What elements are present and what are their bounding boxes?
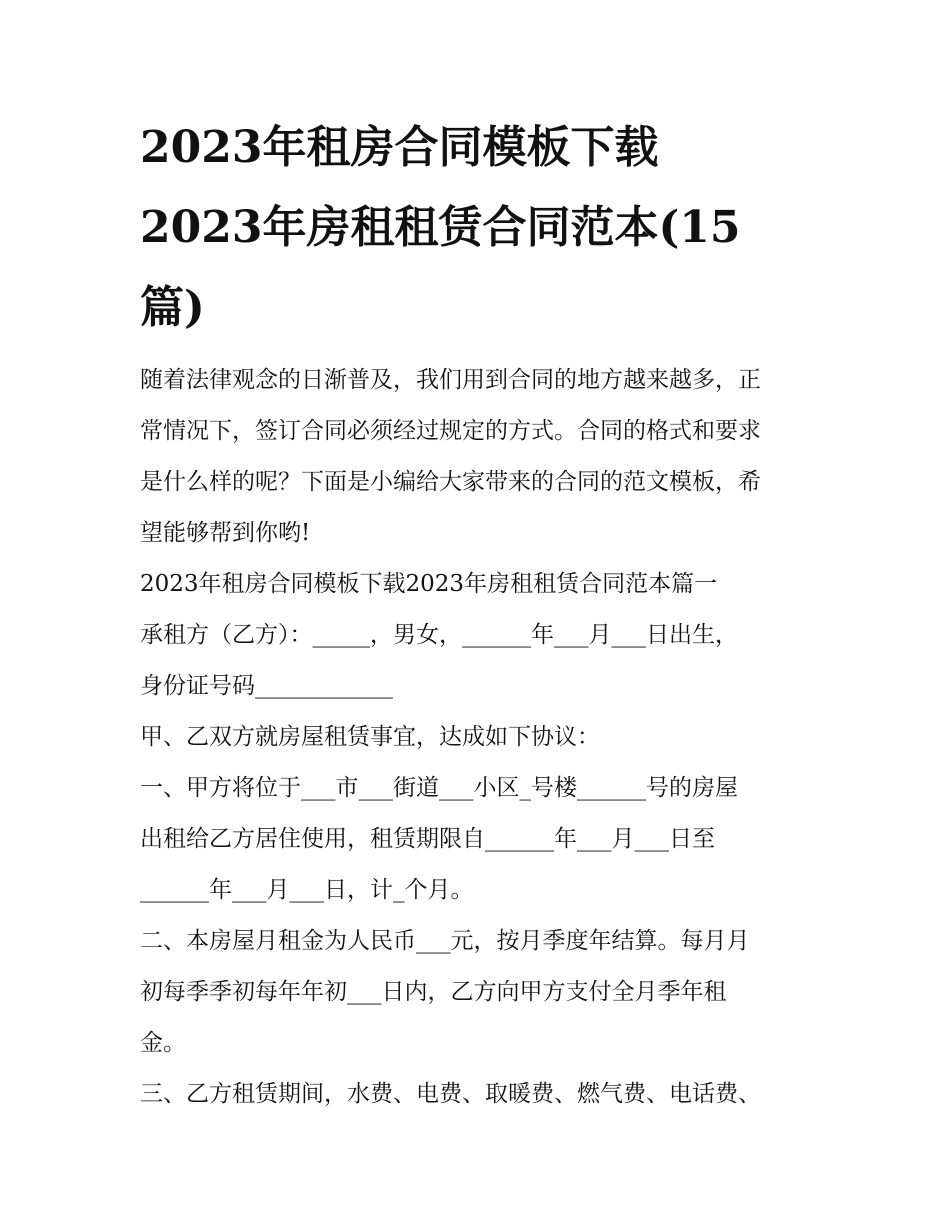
clause-1 bbox=[140, 763, 820, 916]
title-line: 2023年租房合同模板下载 bbox=[140, 122, 659, 173]
text-line: 甲、乙双方就房屋租赁事宜，达成如下协议： bbox=[140, 724, 600, 750]
text-line: 身份证号码____________ bbox=[140, 673, 393, 699]
text-line: 随着法律观念的日渐普及，我们用到合同的地方越来越多，正 bbox=[140, 367, 761, 393]
text-line: 出租给乙方居住使用，租赁期限自______年___月___日至 bbox=[140, 826, 715, 852]
agreement-intro bbox=[140, 712, 820, 763]
text-line: 金。 bbox=[140, 1030, 186, 1056]
section-heading bbox=[140, 559, 820, 610]
tenant-paragraph bbox=[140, 610, 820, 712]
text-line: 常情况下，签订合同必须经过规定的方式。合同的格式和要求 bbox=[140, 418, 761, 444]
text-line: ______年___月___日，计_个月。 bbox=[140, 877, 474, 903]
text-line: 三、乙方租赁期间，水费、电费、取暖费、燃气费、电话费、 bbox=[140, 1081, 761, 1107]
title-line: 篇) bbox=[140, 282, 205, 333]
clause-2 bbox=[140, 916, 820, 1069]
text-line: 二、本房屋月租金为人民币___元，按月季度年结算。每月月 bbox=[140, 928, 750, 954]
text-line: 是什么样的呢？下面是小编给大家带来的合同的范文模板，希 bbox=[140, 469, 761, 495]
clause-3 bbox=[140, 1069, 820, 1120]
text-line: 望能够帮到你哟! bbox=[140, 520, 311, 546]
text-line: 初每季季初每年年初___日内，乙方向甲方支付全月季年租 bbox=[140, 979, 727, 1005]
document-body bbox=[140, 355, 820, 1120]
text-line: 承租方（乙方）：_____，男女，______年___月___日出生， bbox=[140, 622, 738, 648]
text-line: 2023年租房合同模板下载2023年房租租赁合同范本篇一 bbox=[140, 571, 718, 597]
text-line: 一、甲方将位于___市___街道___小区_号楼______号的房屋 bbox=[140, 775, 738, 801]
intro-paragraph bbox=[140, 355, 820, 559]
document-title bbox=[140, 108, 820, 348]
title-line: 2023年房租租赁合同范本(15 bbox=[140, 202, 741, 253]
